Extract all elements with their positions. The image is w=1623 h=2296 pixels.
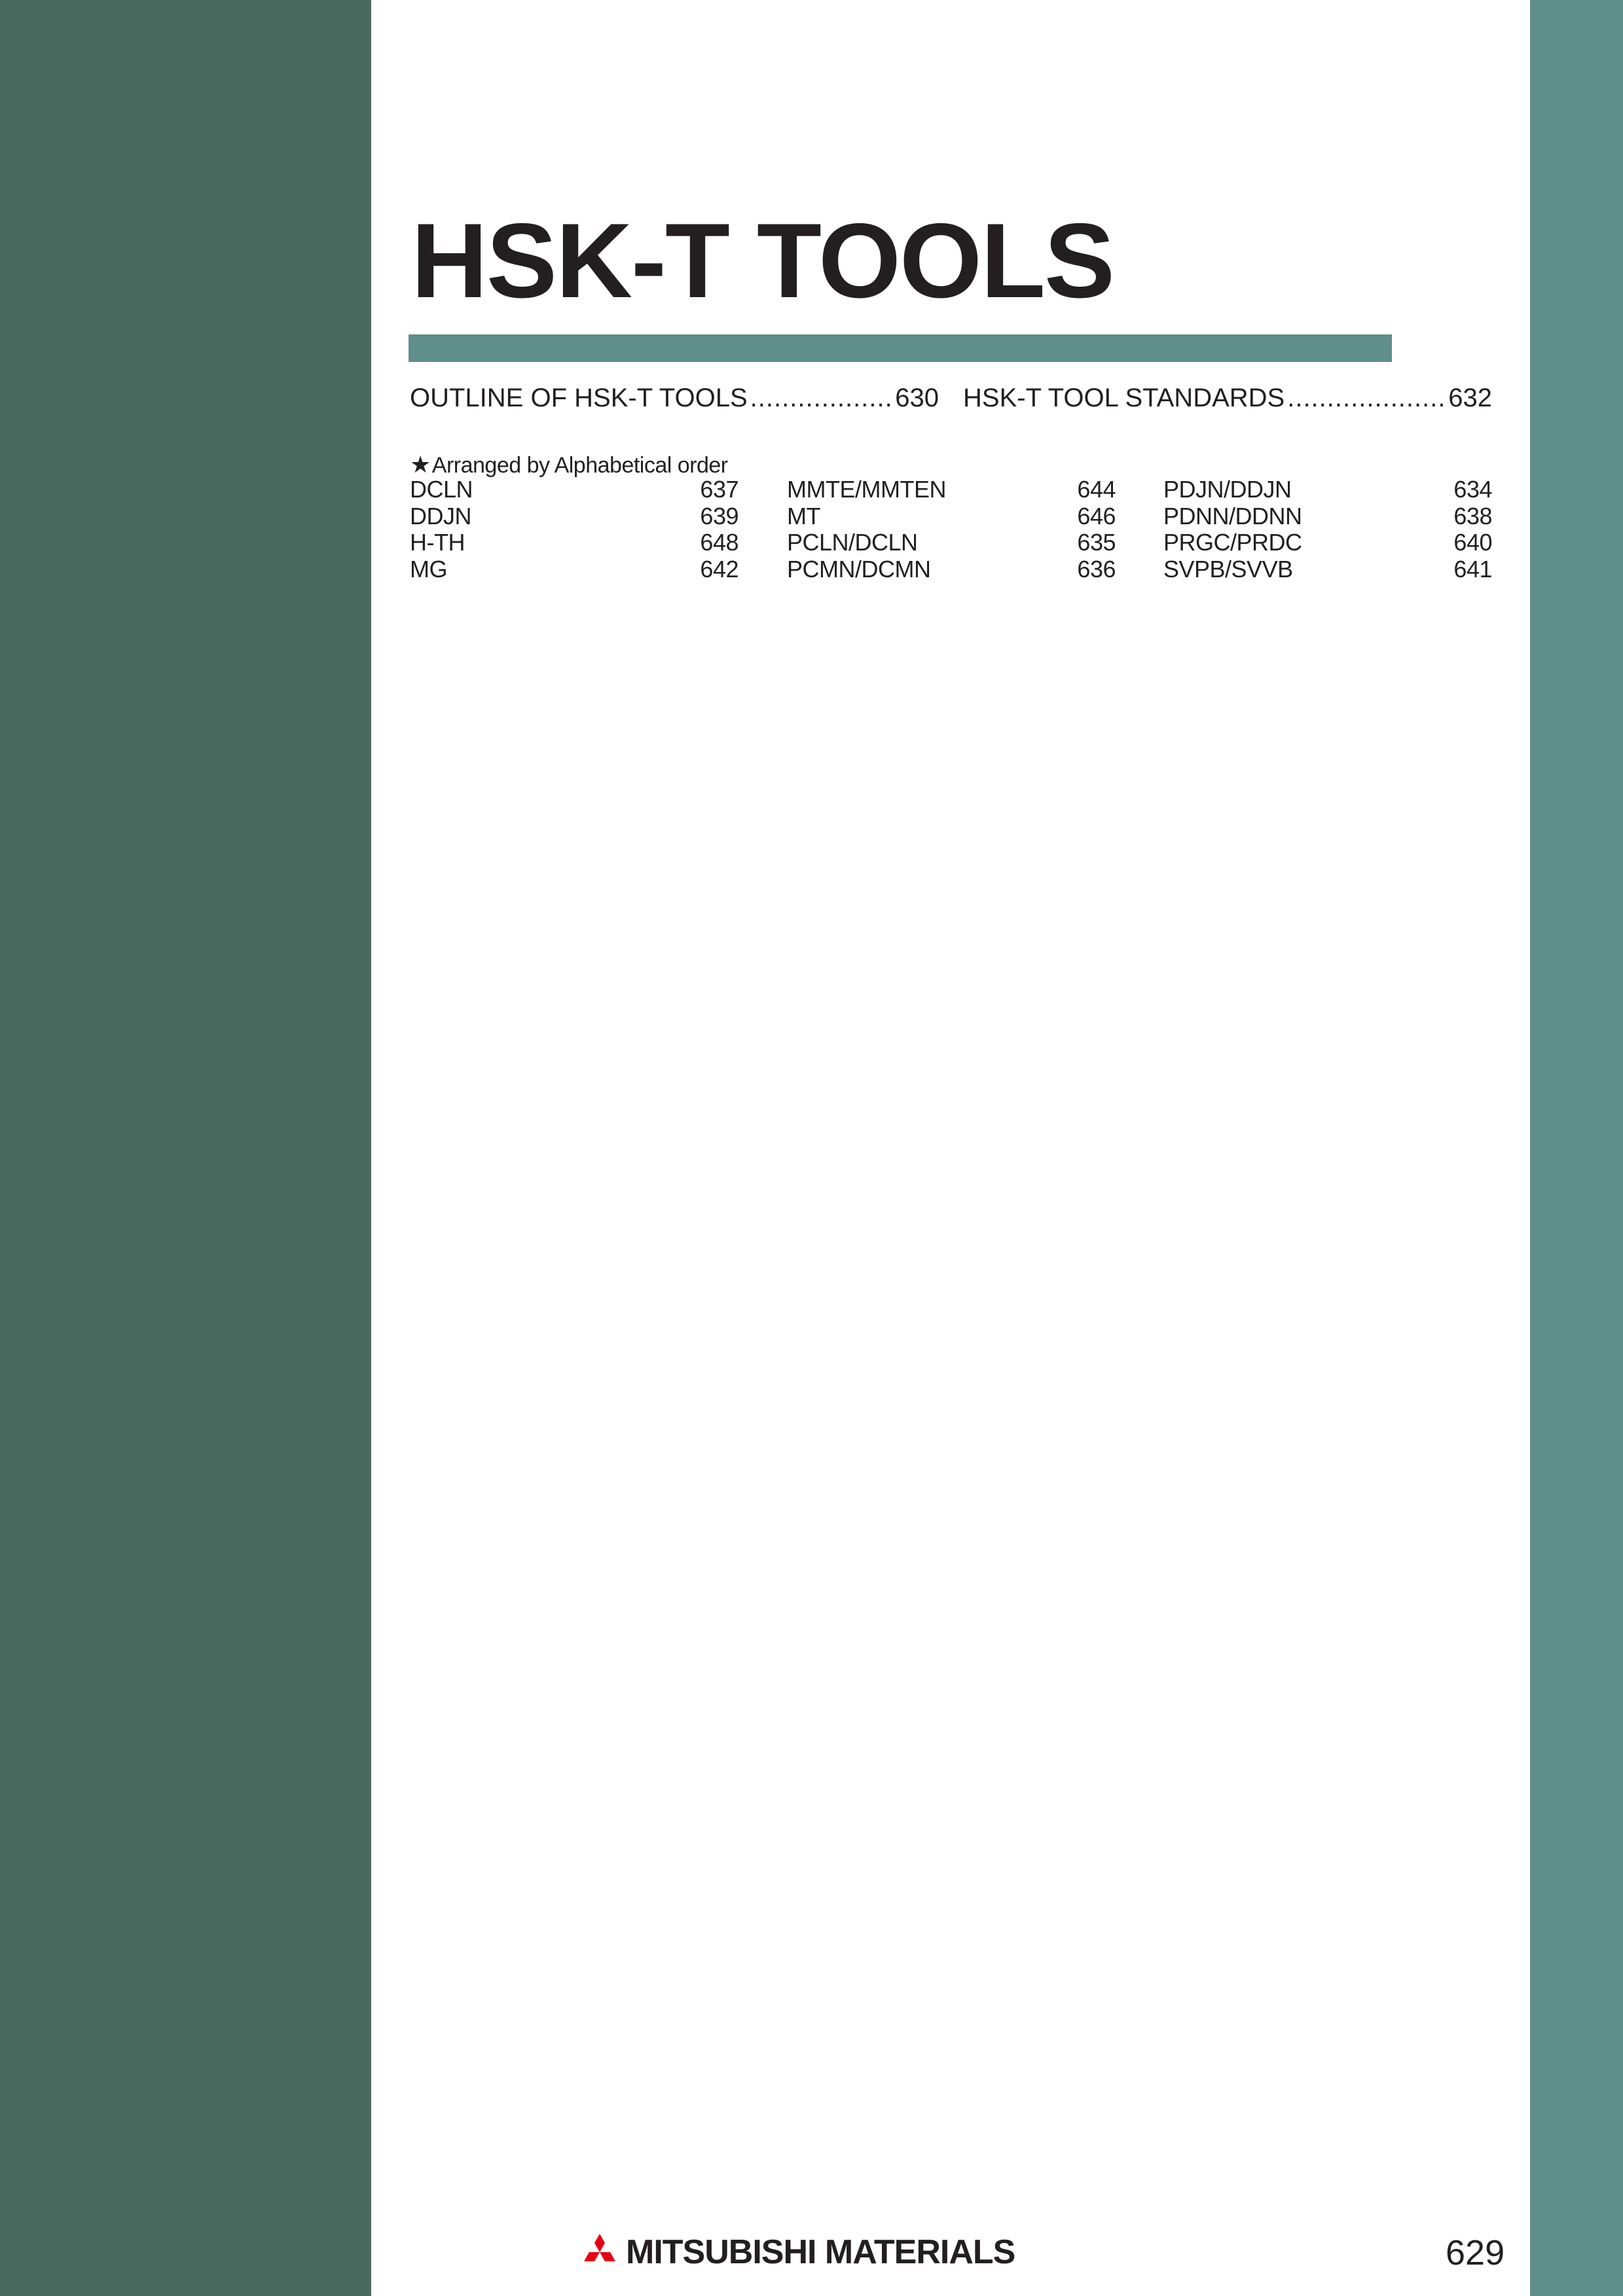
- toc-entry-page: 630: [895, 384, 939, 412]
- index-item-page: 635: [1077, 529, 1116, 556]
- index-item-name: DDJN: [410, 502, 471, 529]
- index-row[interactable]: [787, 476, 1116, 503]
- index-item-name: H-TH: [410, 529, 465, 556]
- index-row[interactable]: [410, 476, 739, 503]
- toc-entry-label: HSK-T TOOL STANDARDS: [963, 384, 1285, 412]
- index-item-name: MT: [787, 502, 820, 529]
- toc-entry-outline[interactable]: [410, 378, 939, 418]
- index-item-name: MMTE/MMTEN: [787, 476, 946, 503]
- index-row[interactable]: [410, 503, 739, 530]
- index-column-2: [787, 476, 1116, 583]
- index-item-page: 646: [1077, 502, 1116, 529]
- index-item-page: 642: [700, 555, 739, 583]
- toc-entry-page: 632: [1448, 384, 1492, 412]
- star-icon: ★: [410, 451, 431, 478]
- index-row[interactable]: [410, 529, 739, 556]
- toc-leader-dots: [750, 378, 892, 418]
- index-row[interactable]: [787, 556, 1116, 583]
- index-item-page: 648: [700, 529, 739, 556]
- page-number: 629: [1446, 2233, 1505, 2272]
- left-decorative-band: [0, 0, 371, 2296]
- index-item-page: 644: [1077, 476, 1116, 503]
- index-item-name: PCLN/DCLN: [787, 529, 918, 556]
- index-item-page: 641: [1453, 555, 1492, 583]
- index-item-name: PCMN/DCMN: [787, 555, 931, 583]
- index-item-name: PDNN/DDNN: [1163, 502, 1302, 529]
- index-row[interactable]: [1163, 503, 1492, 530]
- index-note-text: Arranged by Alphabetical order: [431, 453, 728, 478]
- index-item-page: 638: [1453, 502, 1492, 529]
- index-column-1: [410, 476, 739, 583]
- three-diamonds-logo-icon: [579, 2234, 621, 2270]
- index-item-page: 636: [1077, 555, 1116, 583]
- index-row[interactable]: [1163, 476, 1492, 503]
- index-item-name: PDJN/DDJN: [1163, 476, 1292, 503]
- index-item-name: PRGC/PRDC: [1163, 529, 1302, 556]
- index-item-name: DCLN: [410, 476, 473, 503]
- page-title: HSK-T TOOLS: [411, 202, 1114, 320]
- toc-leader-dots: [1287, 378, 1444, 418]
- index-row[interactable]: [1163, 529, 1492, 556]
- index-item-name: MG: [410, 555, 447, 583]
- index-item-page: 640: [1453, 529, 1492, 556]
- index-note: [410, 450, 728, 479]
- index-row[interactable]: [787, 529, 1116, 556]
- brand-logo: [579, 2229, 1015, 2275]
- toc-entry-standards[interactable]: [963, 378, 1492, 418]
- index-row[interactable]: [1163, 556, 1492, 583]
- brand-name: MITSUBISHI MATERIALS: [626, 2233, 1015, 2271]
- index-item-page: 639: [700, 502, 739, 529]
- index-item-page: 634: [1453, 476, 1492, 503]
- toc-entry-label: OUTLINE OF HSK-T TOOLS: [410, 384, 748, 412]
- index-row[interactable]: [787, 503, 1116, 530]
- right-decorative-band: [1530, 0, 1623, 2296]
- index-column-3: [1163, 476, 1492, 583]
- index-item-name: SVPB/SVVB: [1163, 555, 1293, 583]
- title-underline-bar: [409, 334, 1392, 362]
- index-row[interactable]: [410, 556, 739, 583]
- index-item-page: 637: [700, 476, 739, 503]
